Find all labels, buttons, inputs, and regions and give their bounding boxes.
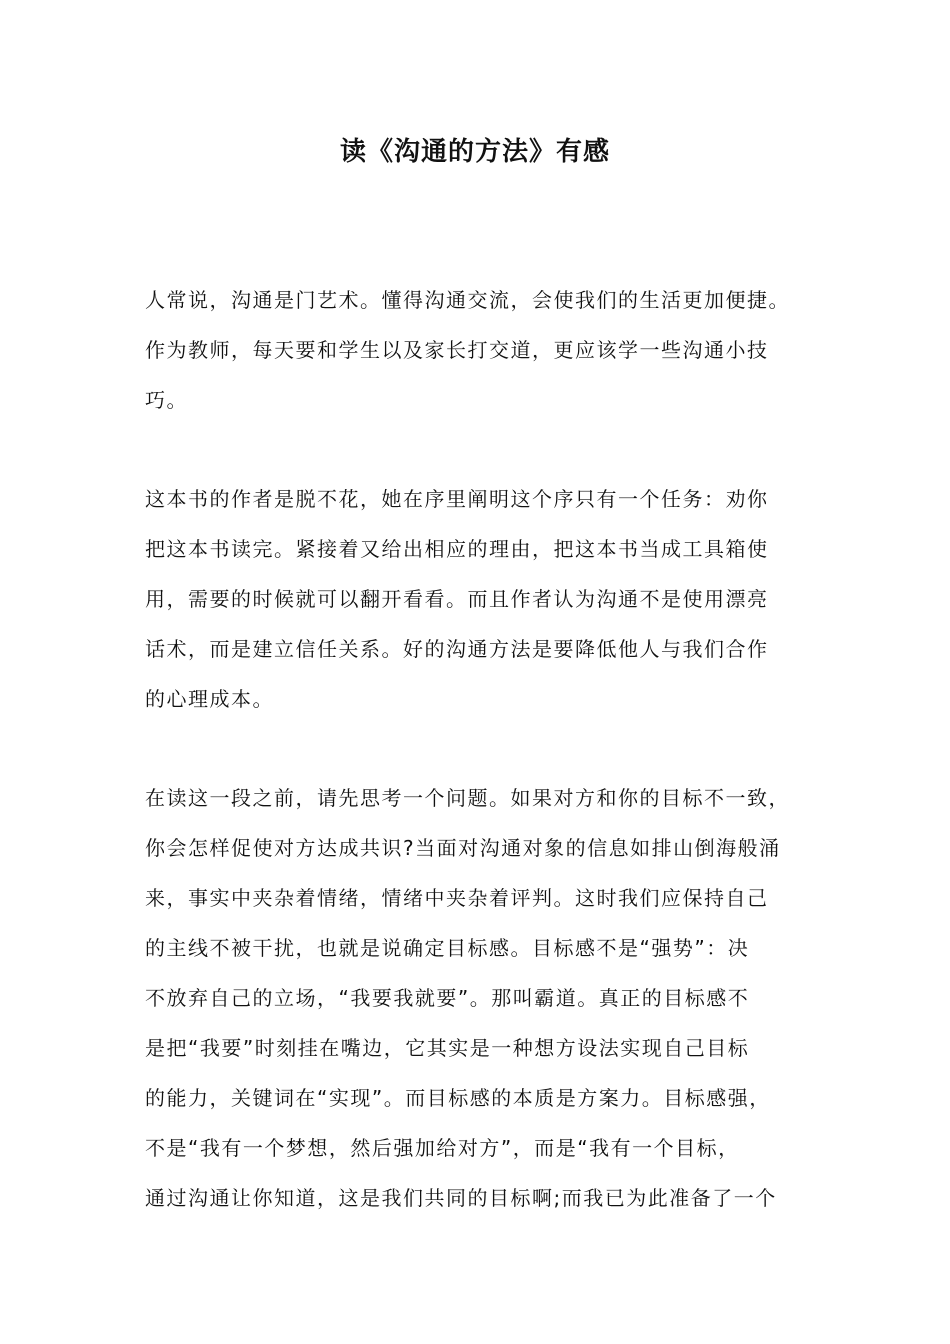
text-line: 来，事实中夹杂着情绪，情绪中夹杂着评判。这时我们应保持自己 bbox=[145, 886, 769, 910]
paragraph-3 bbox=[145, 773, 825, 1223]
text-line: 在读这一段之前，请先思考一个问题。如果对方和你的目标不一致， bbox=[145, 786, 790, 810]
text-line: 的心理成本。 bbox=[145, 687, 274, 711]
text-line: 把这本书读完。紧接着又给出相应的理由，把这本书当成工具箱使 bbox=[145, 537, 769, 561]
document-body bbox=[145, 275, 825, 1272]
paragraph-1 bbox=[145, 275, 825, 425]
text-line: 人常说，沟通是门艺术。懂得沟通交流，会使我们的生活更加便捷。 bbox=[145, 288, 790, 312]
text-line: 作为教师，每天要和学生以及家长打交道，更应该学一些沟通小技 bbox=[145, 338, 769, 362]
text-line: 通过沟通让你知道，这是我们共同的目标啊;而我已为此准备了一个 bbox=[145, 1186, 777, 1210]
text-line: 你会怎样促使对方达成共识?当面对沟通对象的信息如排山倒海般涌 bbox=[145, 836, 781, 860]
document-title: 读《沟通的方法》有感 bbox=[339, 137, 610, 167]
text-line: 是把“我要”时刻挂在嘴边，它其实是一种想方设法实现自己目标 bbox=[145, 1036, 750, 1060]
text-line: 的主线不被干扰，也就是说确定目标感。目标感不是“强势”：决 bbox=[145, 936, 750, 960]
text-line: 不放弃自己的立场，“我要我就要”。那叫霸道。真正的目标感不 bbox=[145, 986, 750, 1010]
text-line: 的能力，关键词在“实现”。而目标感的本质是方案力。目标感强， bbox=[145, 1086, 771, 1110]
text-line: 用，需要的时候就可以翻开看看。而且作者认为沟通不是使用漂亮 bbox=[145, 587, 769, 611]
text-line: 巧。 bbox=[145, 388, 188, 412]
text-line: 话术，而是建立信任关系。好的沟通方法是要降低他人与我们合作 bbox=[145, 637, 769, 661]
text-line: 这本书的作者是脱不花，她在序里阐明这个序只有一个任务：劝你 bbox=[145, 487, 769, 511]
paragraph-2 bbox=[145, 474, 825, 724]
text-line: 不是“我有一个梦想，然后强加给对方”，而是“我有一个目标， bbox=[145, 1136, 740, 1160]
